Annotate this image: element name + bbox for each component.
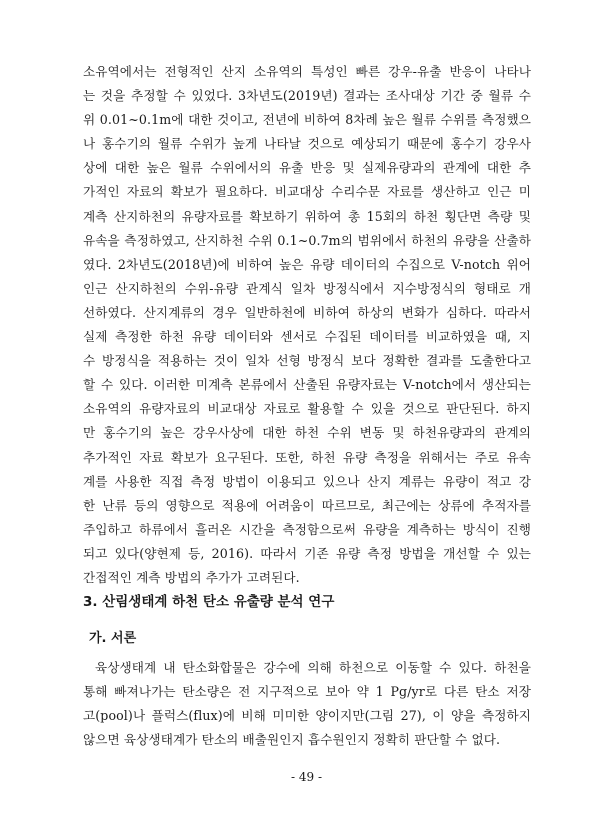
- text-line: 추가적인 자료 확보가 요구된다. 또한, 하천 유량 측정을 위해서는 주로 유속: [83, 449, 531, 465]
- text-line: 인근 산지하천의 수위-유량 관계식 일차 방정식에서 지수방정식의 형태로 개: [83, 280, 531, 296]
- text-line: 상에 대한 높은 월류 수위에서의 유출 반응 및 실제유량과의 관계에 대한 추: [83, 160, 531, 176]
- text-line: 실제 측정한 하천 유량 데이터와 센서로 수집된 데이터를 비교하였을 때, 지: [83, 329, 531, 345]
- text-line: 선하였다. 산지계류의 경우 일반하천에 비하여 하상의 변화가 심하다. 따라서: [83, 304, 531, 320]
- text-line: 고(pool)나 플럭스(flux)에 비해 미미한 양이지만(그림 27), 이 양을 측정하지: [83, 708, 531, 724]
- text-line: 소유역에서는 전형적인 산지 소유역의 특성인 빠른 강우-유출 반응이 나타나: [83, 64, 531, 79]
- section-title: 3. 산림생태계 하천 탄소 유출량 분석 연구: [83, 594, 335, 610]
- text-line: 만 홍수기의 높은 강우사상에 대한 하천 수위 변동 및 하천유량과의 관계의: [83, 425, 531, 441]
- text-line: 가적인 자료의 확보가 필요하다. 비교대상 수리수문 자료를 생산하고 인근 미: [83, 184, 531, 200]
- text-line: 위 0.01~0.1m에 대한 것이고, 전년에 비하여 8차례 높은 월류 수위를 측정했으: [83, 112, 531, 128]
- text-line: 한 난류 등의 영향으로 적용에 어려움이 따르므로, 최근에는 상류에 추적자를: [83, 497, 531, 513]
- text-line: 주입하고 하류에서 흘러온 시간을 측정함으로써 유량을 계측하는 방식이 진행: [83, 521, 531, 537]
- body-paragraph-1: [83, 60, 531, 590]
- text-line: 통해 빠져나가는 탄소량은 전 지구적으로 보아 약 1 Pg/yr로 다른 탄소 저장: [83, 684, 531, 700]
- page-number: - 49 -: [290, 770, 322, 784]
- text-line: 간접적인 계측 방법의 추가가 고려된다.: [83, 569, 300, 585]
- text-line: 였다. 2차년도(2018년)에 비하여 높은 유량 데이터의 수집으로 V-notch 위어: [83, 256, 531, 272]
- text-line: 할 수 있다. 이러한 미계측 본류에서 산출된 유량자료는 V-notch에서 생산되는: [83, 377, 531, 393]
- text-line: 는 것을 추정할 수 있었다. 3차년도(2019년) 결과는 조사대상 기간 중 월류 수: [83, 88, 531, 104]
- text-line: 계측 산지하천의 유량자료를 확보하기 위하여 총 15회의 하천 횡단면 측량 및: [83, 208, 531, 224]
- text-line: 육상생태계 내 탄소화합물은 강수에 의해 하천으로 이동할 수 있다. 하천을: [95, 660, 531, 675]
- text-line: 유속을 측정하였고, 산지하천 수위 0.1~0.7m의 범위에서 하천의 유량을 산출하: [83, 232, 531, 248]
- text-line: 되고 있다(양현제 등, 2016). 따라서 기존 유량 측정 방법을 개선할 수 있는: [83, 545, 531, 561]
- subsection-title: 가. 서론: [89, 631, 137, 646]
- body-paragraph-2: [83, 656, 531, 752]
- text-line: 소유역의 유량자료의 비교대상 자료로 활용할 수 있을 것으로 판단된다. 하지: [83, 401, 531, 417]
- text-line: 않으면 육상생태계가 탄소의 배출원인지 흡수원인지 정확히 판단할 수 없다.: [83, 732, 501, 748]
- text-line: 계를 사용한 직접 측정 방법이 이용되고 있으나 산지 계류는 유량이 적고 강: [83, 473, 531, 489]
- text-line: 수 방정식을 적용하는 것이 일차 선형 방정식 보다 정확한 결과를 도출한다고: [83, 353, 531, 369]
- text-line: 나 홍수기의 월류 수위가 높게 나타날 것으로 예상되기 때문에 홍수기 강우사: [83, 136, 531, 152]
